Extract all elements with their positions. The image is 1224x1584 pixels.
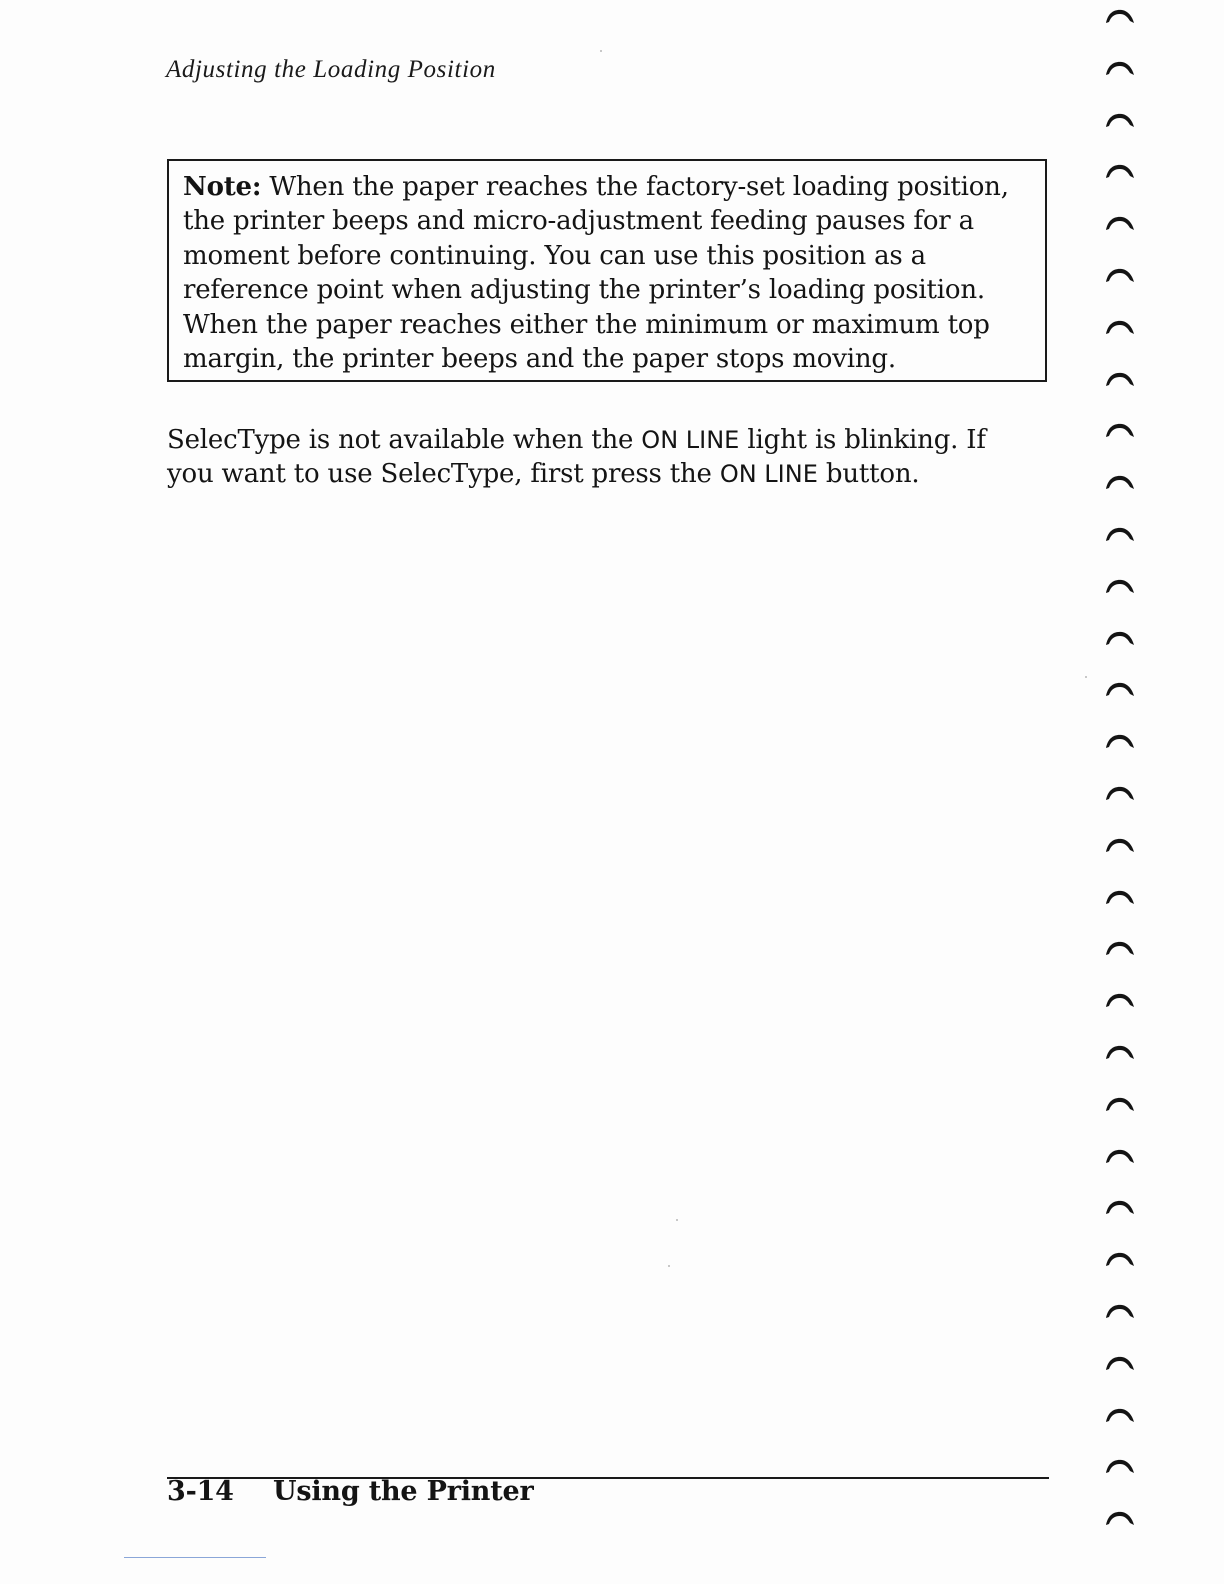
binding-hook-icon [1100, 1197, 1140, 1217]
binding-hook-icon [1100, 1508, 1140, 1528]
body-line-1 [167, 423, 1047, 457]
note-line-1 [183, 170, 1035, 204]
paper-speck [600, 50, 602, 52]
page-number: 3-14 [167, 1476, 234, 1507]
section-title: Using the Printer [273, 1476, 534, 1507]
binding-hook-icon [1100, 1146, 1140, 1166]
on-line-button-label: ON LINE [719, 460, 818, 489]
body-text-1a: SelecType is not available when the [167, 425, 642, 455]
note-line-5: When the paper reaches either the minimum or maximum top [183, 309, 990, 340]
note-line-2: the printer beeps and micro-adjustment feeding pauses for a [183, 206, 974, 237]
note-line-4: reference point when adjusting the printer’s loading position. [183, 275, 985, 306]
binding-hook-icon [1100, 783, 1140, 803]
binding-hook-icon [1100, 1249, 1140, 1269]
binding-hook-icon [1100, 938, 1140, 958]
body-text-2b: button. [817, 459, 920, 490]
note-label: Note: [183, 172, 262, 202]
binding-hook-icon [1100, 1405, 1140, 1425]
binding-hook-icon [1100, 835, 1140, 855]
note-text-1: When the paper reaches the factory-set loading position, [261, 172, 1009, 202]
paper-speck [668, 1265, 670, 1267]
note-line-3: moment before continuing. You can use this position as a [183, 240, 926, 271]
binding-hook-icon [1100, 628, 1140, 648]
binding-hook-icon [1100, 990, 1140, 1010]
binding-hook-icon [1100, 576, 1140, 596]
binding-hook-icon [1100, 420, 1140, 440]
body-paragraph [167, 423, 1047, 492]
binding-hook-icon [1100, 524, 1140, 544]
note-line-6: margin, the printer beeps and the paper stops moving. [183, 344, 896, 375]
binding-hook-icon [1100, 1042, 1140, 1062]
paper-speck [1085, 676, 1087, 678]
binding-hook-icon [1100, 58, 1140, 78]
on-line-light-label: ON LINE [641, 426, 740, 454]
binding-hook-icon [1100, 265, 1140, 285]
binding-hook-icon [1100, 1094, 1140, 1114]
body-text-2a: you want to use SelecType, first press the [167, 459, 720, 490]
binding-hook-icon [1100, 369, 1140, 389]
binding-hook-icon [1100, 887, 1140, 907]
scan-edge-line [124, 1557, 266, 1558]
binding-hook-icon [1100, 110, 1140, 130]
binding-hook-icon [1100, 472, 1140, 492]
binding-hook-icon [1100, 1353, 1140, 1373]
body-line-2 [167, 457, 1047, 491]
binding-hook-icon [1100, 679, 1140, 699]
binding-hook-icon [1100, 6, 1140, 26]
note-box [167, 159, 1047, 382]
binding-hook-icon [1100, 161, 1140, 181]
binding-hook-icon [1100, 1456, 1140, 1476]
binding-hook-icon [1100, 213, 1140, 233]
spiral-binding [1100, 0, 1140, 1584]
binding-hook-icon [1100, 1301, 1140, 1321]
body-text-1b: light is blinking. If [739, 425, 986, 455]
paper-speck [676, 1219, 678, 1221]
binding-hook-icon [1100, 317, 1140, 337]
binding-hook-icon [1100, 731, 1140, 751]
running-header: Adjusting the Loading Position [166, 56, 496, 83]
page-footer [167, 1476, 533, 1507]
